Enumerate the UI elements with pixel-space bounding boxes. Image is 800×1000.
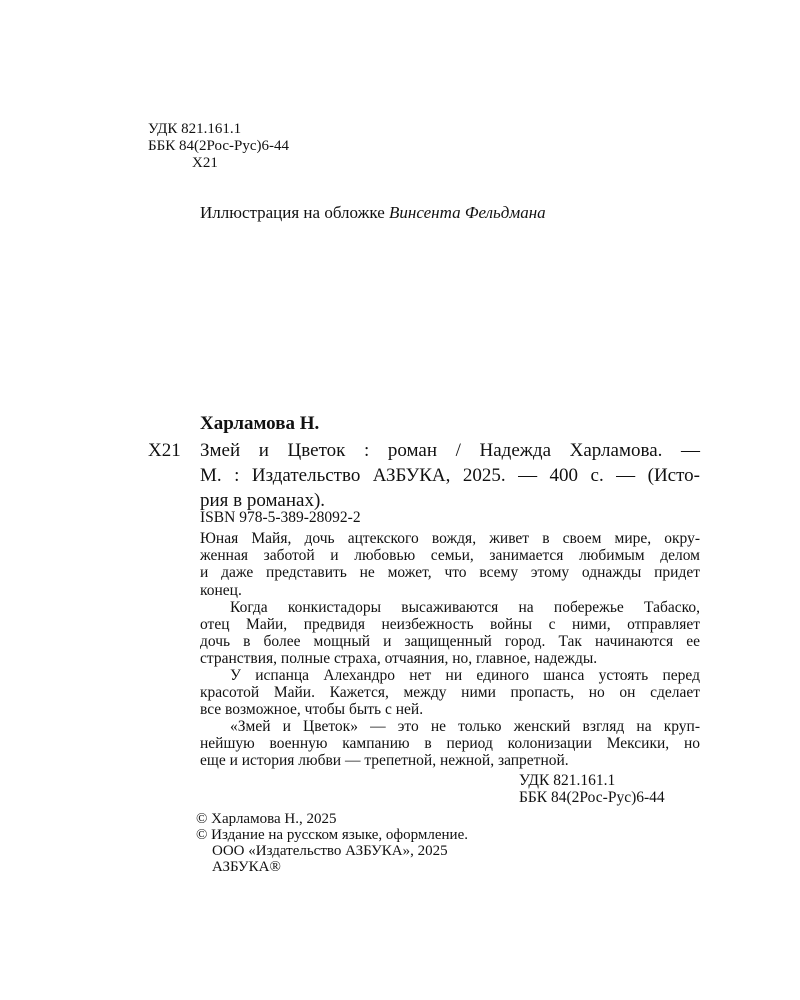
annotation-line: странствия, полные страха, отчаяния, но, главное, надежды. [200, 650, 598, 667]
catalog-line-2: М. : Издательство АЗБУКА, 2025. — 400 с. — (Исто- [200, 465, 700, 486]
footer-bbk-code: ББК 84(2Рос-Рус)6-44 [519, 789, 665, 806]
catalog-line-3: рия в романах). [200, 490, 326, 511]
annotation-line: нейшую военную кампанию в период колонизации Мексики, но [200, 735, 700, 752]
illustration-prefix: Иллюстрация на обложке [200, 203, 389, 222]
copyright-publisher: ООО «Издательство АЗБУКА», 2025 [212, 843, 448, 859]
annotation-line: красотой Майи. Кажется, между ними пропасть, но он сделает [200, 684, 700, 701]
catalog-isbn: ISBN 978-5-389-28092-2 [200, 509, 361, 526]
copyright-author: © Харламова Н., 2025 [196, 811, 337, 827]
catalog-author: Харламова Н. [200, 413, 320, 434]
illustration-credit [200, 204, 546, 221]
annotation-line: «Змей и Цветок» — это не только женский взгляд на круп- [230, 718, 700, 735]
annotation-line: еще и история любви — трепетной, нежной, запретной. [200, 752, 569, 769]
annotation-line: дочь в более мощный и защищенный город. Так начинаются ее [200, 633, 700, 650]
catalog-mark: Х21 [148, 440, 181, 461]
udk-code: УДК 821.161.1 [148, 121, 242, 137]
annotation-line: Юная Майя, дочь ацтекского вождя, живет в своем мире, окру- [200, 530, 700, 547]
annotation-line: отец Майи, предвидя неизбежность войны с ними, отправляет [200, 616, 700, 633]
annotation-line: У испанца Алехандро нет ни единого шанса устоять перед [230, 667, 700, 684]
publisher-trademark: АЗБУКА® [212, 859, 281, 875]
annotation-line: все возможное, чтобы быть с ней. [200, 701, 424, 718]
annotation-line: Когда конкистадоры высаживаются на побережье Табаско, [230, 599, 700, 616]
annotation-line: и даже представить не может, что всему этому однажды придет [200, 564, 700, 581]
author-mark-code: Х21 [192, 155, 218, 171]
footer-udk-code: УДК 821.161.1 [519, 772, 616, 789]
annotation-line: женная заботой и любовью семьи, занимается любимым делом [200, 547, 700, 564]
bbk-code: ББК 84(2Рос-Рус)6-44 [148, 138, 289, 154]
copyright-edition: © Издание на русском языке, оформление. [196, 827, 468, 843]
annotation-line: конец. [200, 582, 242, 599]
illustration-artist: Винсента Фельдмана [389, 203, 546, 222]
catalog-line-1: Змей и Цветок : роман / Надежда Харламова. — [200, 440, 700, 461]
